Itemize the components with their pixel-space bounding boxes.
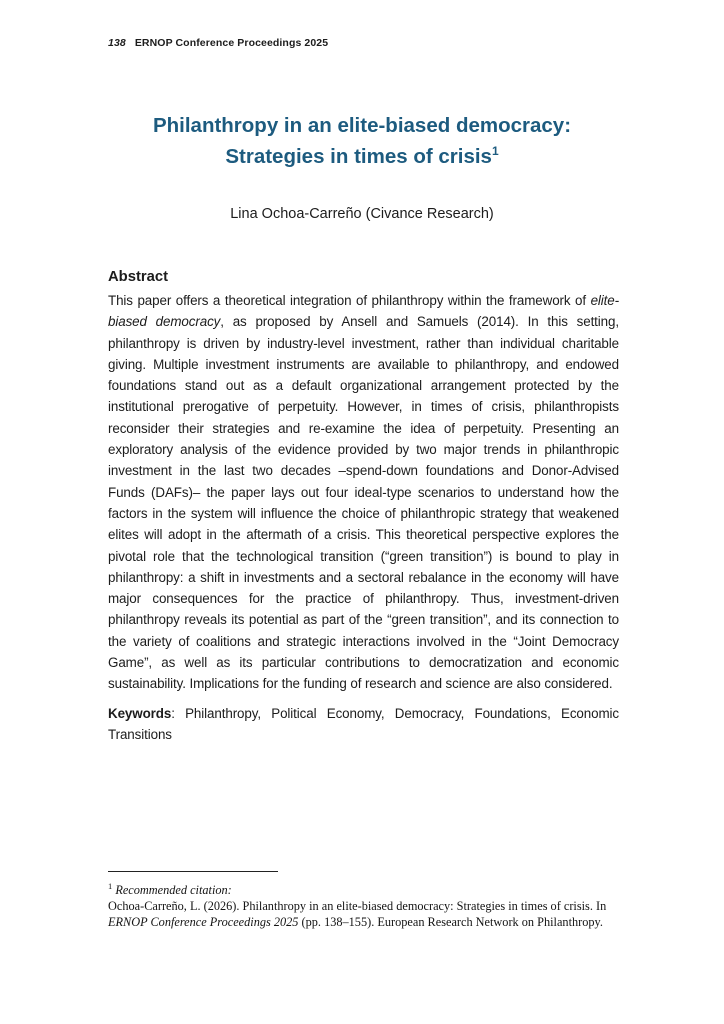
abstract-heading: Abstract	[108, 269, 169, 285]
citation-segment-italic: ERNOP Conference Proceedings 2025	[108, 914, 299, 929]
citation-segment: (pp. 138–155). European Research Network on Philanthropy.	[298, 914, 603, 929]
running-header	[108, 37, 328, 49]
title-line-2	[107, 141, 617, 172]
keywords-label: Keywords	[108, 705, 172, 721]
abstract-segment: This paper offers a theoretical integration of philanthropy within the framework of	[108, 293, 591, 308]
paper-title	[107, 110, 617, 172]
footnote-label-line	[108, 880, 620, 899]
body-content	[108, 269, 619, 745]
abstract-segment: , as proposed by Ansell and Samuels (2014). In this setting, philanthropy is driven by industry-level investment, rather than individual charitable giving. Multiple investment instruments are available to philanthropy, and endowed foundations stand out as a default organizational arrangement protected by the institutional prerogative of perpetuity. However, in times of crisis, philanthropists reconsider their strategies and re-examine the idea of perpetuity. Presenting an exploratory analysis of the evidence provided by two major trends in philanthropic investment in the last two decades –spend-down foundations and Donor-Advised Funds (DAFs)– the paper lays out four ideal-type scenarios to understand how the factors in the system will influence the choice of philanthropic strategy that weakened elites will adopt in the aftermath of a crisis. This theoretical perspective explores the pivotal role that the technological transition (“green transition”) is bound to play in philanthropy: a shift in investments and a sectoral rebalance in the economy will have major consequences for the practice of philanthropy. Thus, investment-driven philanthropy reveals its potential as part of the “green transition”, and its connection to the variety of coalitions and strategic interactions involved in the “Joint Democracy Game”, as well as its particular contributions to democratization and economic sustainability. Implications for the funding of research and science are also considered.	[108, 314, 619, 692]
footnote-block	[108, 871, 620, 930]
footnote-citation	[108, 899, 620, 931]
author-line: Lina Ochoa-Carreño (Civance Research)	[230, 206, 494, 222]
citation-segment: Ochoa-Carreño, L. (2026). Philanthropy in an elite-biased democracy: Strategies in times of crisis. In	[108, 898, 607, 913]
title-line-1-text: Philanthropy in an elite-biased democracy:	[152, 114, 572, 137]
page-number: 138	[108, 37, 126, 49]
abstract-segment-italic: elite-biased democracy	[108, 293, 619, 330]
title-line-1	[107, 110, 617, 141]
keywords-paragraph	[108, 703, 619, 746]
footnote-label: Recommended citation:	[112, 883, 232, 897]
proceedings-title: ERNOP Conference Proceedings 2025	[134, 37, 329, 49]
title-footnote-ref: 1	[491, 144, 499, 159]
footnote-marker: 1	[108, 880, 113, 891]
footnote-separator-line	[108, 871, 278, 872]
abstract-paragraph	[108, 290, 619, 695]
title-line-2-text: Strategies in times of crisis	[225, 145, 492, 168]
keywords-text: : Philanthropy, Political Economy, Democracy, Foundations, Economic Transitions	[108, 705, 619, 742]
